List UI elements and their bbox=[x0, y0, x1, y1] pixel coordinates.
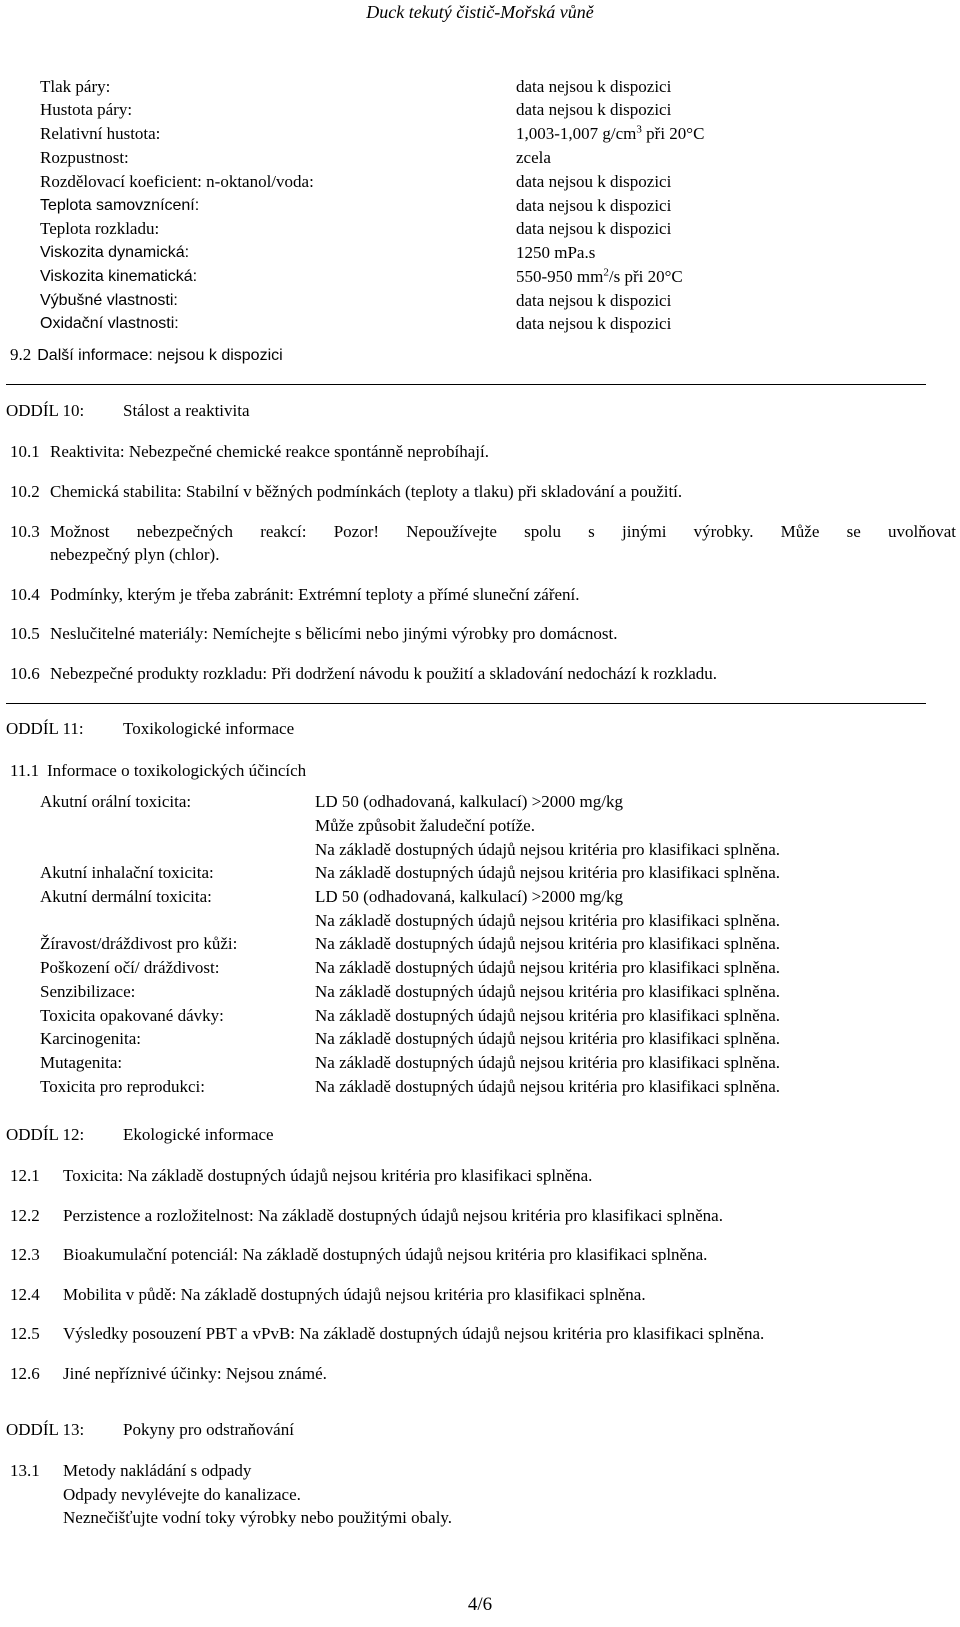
property-value-main: 550-950 mm bbox=[516, 267, 604, 286]
section-13-title: Pokyny pro odstraňování bbox=[123, 1420, 294, 1439]
item-number: 10.1 bbox=[10, 442, 40, 461]
item-text-line: Možnost nebezpečných reakcí: Pozor! Nepoužívejte spolu s jinými výrobky. Může se uvolňovat bbox=[50, 522, 956, 541]
item-text: Jiné nepříznivé účinky: Nejsou známé. bbox=[63, 1364, 327, 1383]
section-divider bbox=[6, 703, 926, 704]
property-value bbox=[516, 122, 704, 146]
item-text: Reaktivita: Nebezpečné chemické reakce spontánně neprobíhají. bbox=[50, 442, 489, 461]
item-number: 12.5 bbox=[10, 1324, 40, 1343]
subsection-number: 9.2 bbox=[10, 345, 32, 364]
section-13-label: ODDÍL 13: bbox=[6, 1420, 85, 1439]
item-number: 12.6 bbox=[10, 1364, 40, 1383]
property-value: zcela bbox=[516, 148, 551, 167]
property-label: Výbušné vlastnosti: bbox=[40, 292, 178, 309]
item-number: 10.5 bbox=[10, 624, 40, 643]
section-12-label: ODDÍL 12: bbox=[6, 1125, 85, 1144]
item-text: Perzistence a rozložitelnost: Na základě dostupných údajů nejsou kritéria pro klasifikaci splněna. bbox=[63, 1206, 723, 1225]
item-text: Toxicita: Na základě dostupných údajů nejsou kritéria pro klasifikaci splněna. bbox=[63, 1166, 593, 1185]
item-text: Chemická stabilita: Stabilní v běžných podmínkách (teploty a tlaku) při skladování a použití. bbox=[50, 482, 683, 501]
tox-value: Na základě dostupných údajů nejsou kritéria pro klasifikaci splněna. bbox=[315, 1029, 780, 1048]
property-value: 1250 mPa.s bbox=[516, 243, 596, 262]
property-label: Hustota páry: bbox=[40, 100, 133, 119]
document-header-title: Duck tekutý čistič-Mořská vůně bbox=[366, 2, 594, 22]
subsection-text: Další informace: nejsou k dispozici bbox=[37, 347, 283, 364]
property-label: Tlak páry: bbox=[40, 77, 111, 96]
property-label: Rozpustnost: bbox=[40, 148, 129, 167]
item-text: Bioakumulační potenciál: Na základě dostupných údajů nejsou kritéria pro klasifikaci splněna. bbox=[63, 1245, 708, 1264]
tox-value: Na základě dostupných údajů nejsou kritéria pro klasifikaci splněna. bbox=[315, 958, 780, 977]
tox-value: LD 50 (odhadovaná, kalkulací) >2000 mg/kg bbox=[315, 887, 623, 906]
item-text: Výsledky posouzení PBT a vPvB: Na základě dostupných údajů nejsou kritéria pro klasifikaci splněna. bbox=[63, 1324, 765, 1343]
section-divider bbox=[6, 384, 926, 385]
item-number: 10.4 bbox=[10, 585, 40, 604]
section-11-label: ODDÍL 11: bbox=[6, 719, 84, 738]
tox-label: Akutní dermální toxicita: bbox=[40, 887, 212, 906]
item-number: 10.2 bbox=[10, 482, 40, 501]
section-11-title: Toxikologické informace bbox=[123, 719, 295, 738]
item-text: Mobilita v půdě: Na základě dostupných údajů nejsou kritéria pro klasifikaci splněna. bbox=[63, 1285, 646, 1304]
tox-value: Na základě dostupných údajů nejsou kritéria pro klasifikaci splněna. bbox=[315, 1077, 780, 1096]
section-10-title: Stálost a reaktivita bbox=[123, 401, 250, 420]
property-label: Teplota rozkladu: bbox=[40, 219, 160, 238]
tox-label: Akutní orální toxicita: bbox=[40, 792, 192, 811]
tox-label: Toxicita opakované dávky: bbox=[40, 1006, 224, 1025]
item-text-line: Metody nakládání s odpady bbox=[63, 1461, 252, 1480]
tox-label: Mutagenita: bbox=[40, 1053, 123, 1072]
section-10-label: ODDÍL 10: bbox=[6, 401, 85, 420]
tox-value: Na základě dostupných údajů nejsou kritéria pro klasifikaci splněna. bbox=[315, 1053, 780, 1072]
property-value: data nejsou k dispozici bbox=[516, 291, 672, 310]
property-label: Viskozita kinematická: bbox=[40, 268, 198, 285]
superscript: 2 bbox=[603, 266, 609, 279]
superscript: 3 bbox=[636, 123, 642, 136]
item-number: 12.2 bbox=[10, 1206, 40, 1225]
section-12-title: Ekologické informace bbox=[123, 1125, 274, 1144]
property-value: data nejsou k dispozici bbox=[516, 314, 672, 333]
property-value bbox=[516, 265, 683, 289]
property-value-rest: /s při 20°C bbox=[608, 267, 683, 286]
property-value: data nejsou k dispozici bbox=[516, 100, 672, 119]
tox-label: Akutní inhalační toxicita: bbox=[40, 863, 214, 882]
item-text-line: nebezpečný plyn (chlor). bbox=[50, 545, 220, 564]
tox-label: Žíravost/dráždivost pro kůži: bbox=[40, 934, 238, 953]
property-value: data nejsou k dispozici bbox=[516, 196, 672, 215]
item-number: 12.4 bbox=[10, 1285, 40, 1304]
tox-label: Karcinogenita: bbox=[40, 1029, 142, 1048]
property-value: data nejsou k dispozici bbox=[516, 172, 672, 191]
item-text-line: Neznečišťujte vodní toky výrobky nebo použitými obaly. bbox=[63, 1508, 453, 1527]
tox-value: Na základě dostupných údajů nejsou kritéria pro klasifikaci splněna. bbox=[315, 982, 780, 1001]
item-number: 10.6 bbox=[10, 664, 40, 683]
tox-label: Senzibilizace: bbox=[40, 982, 136, 1001]
tox-value: Na základě dostupných údajů nejsou kritéria pro klasifikaci splněna. bbox=[315, 863, 780, 882]
property-value: data nejsou k dispozici bbox=[516, 77, 672, 96]
tox-value: LD 50 (odhadovaná, kalkulací) >2000 mg/kg bbox=[315, 792, 623, 811]
tox-value: Může způsobit žaludeční potíže. bbox=[315, 816, 535, 835]
tox-value: Na základě dostupných údajů nejsou kritéria pro klasifikaci splněna. bbox=[315, 840, 780, 859]
item-number: 12.1 bbox=[10, 1166, 40, 1185]
tox-value: Na základě dostupných údajů nejsou kritéria pro klasifikaci splněna. bbox=[315, 911, 780, 930]
property-label: Relativní hustota: bbox=[40, 124, 161, 143]
subsection-9-2 bbox=[10, 343, 283, 368]
tox-value: Na základě dostupných údajů nejsou kritéria pro klasifikaci splněna. bbox=[315, 1006, 780, 1025]
tox-label: Toxicita pro reprodukci: bbox=[40, 1077, 205, 1096]
tox-value: Na základě dostupných údajů nejsou kritéria pro klasifikaci splněna. bbox=[315, 934, 780, 953]
property-label: Viskozita dynamická: bbox=[40, 244, 190, 261]
item-text: Neslučitelné materiály: Nemíchejte s bělicími nebo jinými výrobky pro domácnost. bbox=[50, 624, 618, 643]
property-label: Oxidační vlastnosti: bbox=[40, 315, 179, 332]
property-label: Teplota samovznícení: bbox=[40, 197, 200, 214]
item-number: 13.1 bbox=[10, 1461, 40, 1480]
item-text: Podmínky, kterým je třeba zabránit: Extrémní teploty a přímé sluneční záření. bbox=[50, 585, 580, 604]
subsection-text: Informace o toxikologických účincích bbox=[47, 761, 307, 780]
property-value-rest: při 20°C bbox=[641, 124, 705, 143]
item-text-line: Odpady nevylévejte do kanalizace. bbox=[63, 1485, 301, 1504]
property-value: data nejsou k dispozici bbox=[516, 219, 672, 238]
tox-label: Poškození očí/ dráždivost: bbox=[40, 958, 220, 977]
item-number: 12.3 bbox=[10, 1245, 40, 1264]
item-text: Nebezpečné produkty rozkladu: Při dodržení návodu k použití a skladování nedochází k rozkladu. bbox=[50, 664, 718, 683]
property-value-main: 1,003-1,007 g/cm bbox=[516, 124, 637, 143]
page-number: 4/6 bbox=[467, 1594, 493, 1615]
item-number: 10.3 bbox=[10, 522, 40, 541]
property-label: Rozdělovací koeficient: n-oktanol/voda: bbox=[40, 172, 314, 191]
subsection-number: 11.1 bbox=[10, 761, 40, 780]
